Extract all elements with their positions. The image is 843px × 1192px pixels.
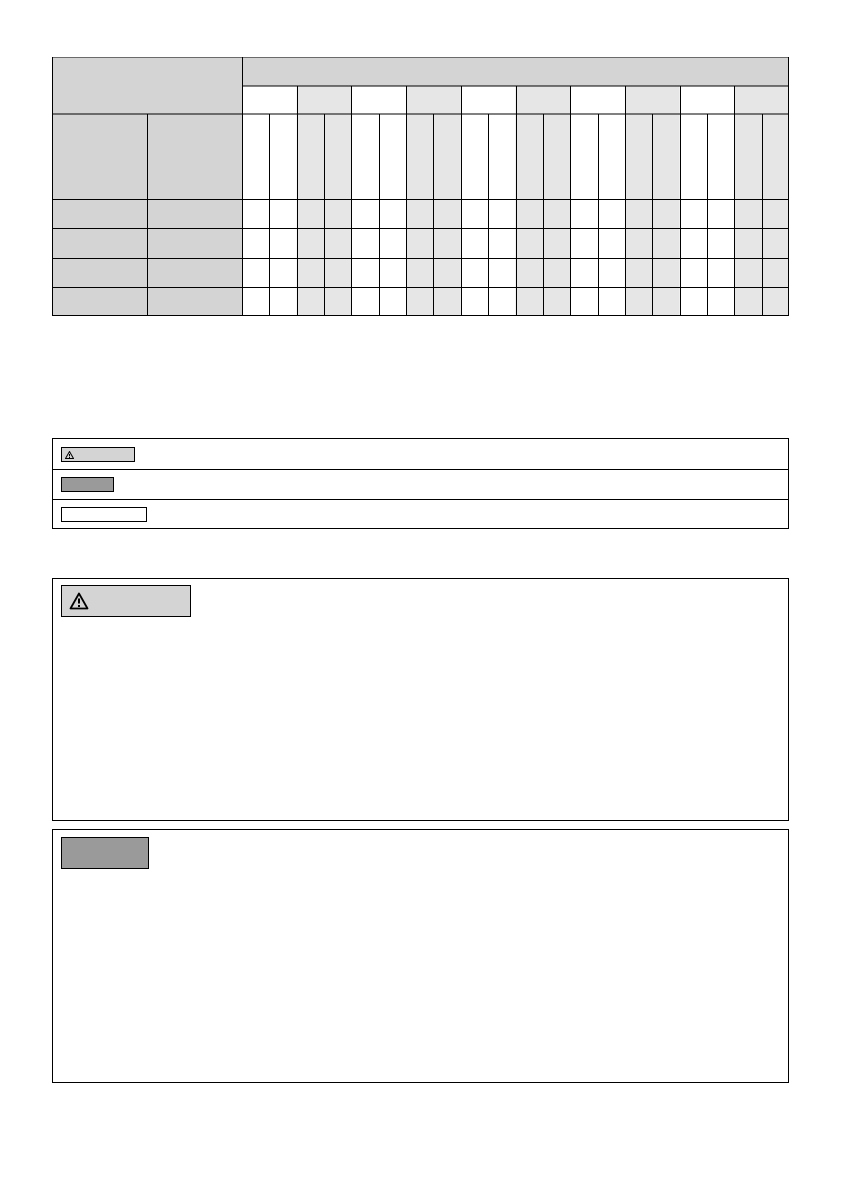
compatibility-table — [52, 57, 789, 316]
legend-note-tag — [61, 507, 147, 522]
legend-row-note — [53, 499, 788, 529]
legend-row-caution — [53, 469, 788, 500]
warning-panel — [52, 578, 789, 821]
table-shaded-group-column — [734, 86, 789, 316]
symbol-legend — [52, 438, 789, 529]
legend-warning-tag — [61, 447, 135, 462]
legend-row-warning — [53, 439, 788, 470]
table-shaded-group-column — [516, 86, 571, 316]
warning-header — [61, 585, 191, 617]
caution-panel — [52, 829, 789, 1083]
table-corner-header-cell — [52, 57, 242, 114]
warning-triangle-icon — [65, 451, 74, 459]
warning-triangle-icon — [69, 592, 89, 610]
legend-caution-tag — [61, 477, 114, 492]
compatibility-table-grid — [52, 57, 789, 316]
caution-header — [61, 837, 149, 869]
table-group-header-cell — [242, 57, 789, 86]
